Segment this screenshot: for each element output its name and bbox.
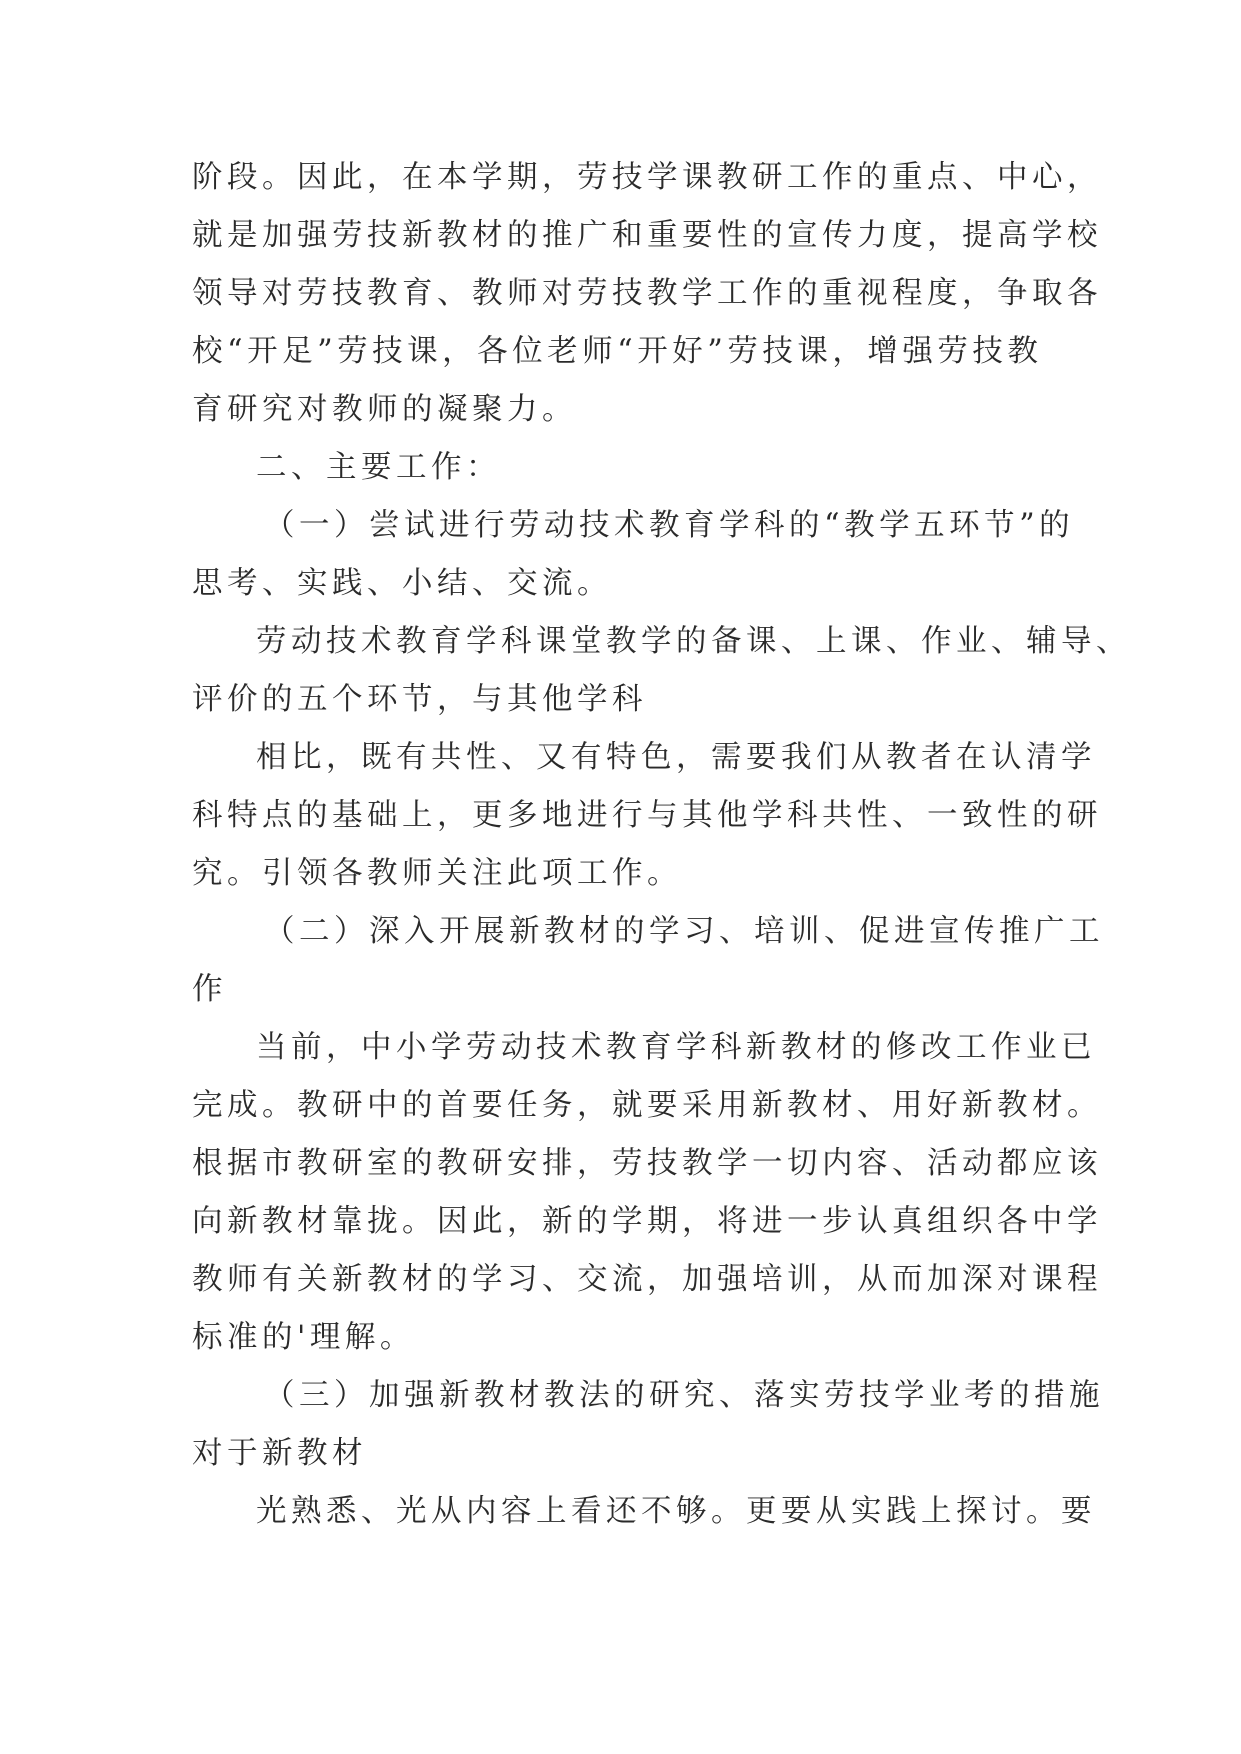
paragraph-line: 育研究对教师的凝聚力。 (192, 392, 577, 427)
paragraph-line: 阶段。因此，在本学期，劳技学课教研工作的重点、中心， (192, 160, 1102, 195)
paragraph-line: 评价的五个环节，与其他学科 (192, 682, 647, 717)
paragraph-line: 完成。教研中的首要任务，就要采用新教材、用好新教材。 (192, 1088, 1102, 1123)
paragraph-line: 标准的'理解。 (192, 1320, 415, 1355)
paragraph-line: 思考、实践、小结、交流。 (192, 566, 612, 601)
paragraph-line: 作 (192, 972, 227, 1007)
subsection-heading: （二）深入开展新教材的学习、培训、促进宣传推广工 (264, 914, 1104, 949)
paragraph-line: 劳动技术教育学科课堂教学的备课、上课、作业、辅导、 (256, 624, 1131, 659)
paragraph-line: 当前，中小学劳动技术教育学科新教材的修改工作业已 (256, 1030, 1096, 1065)
paragraph-line: 根据市教研室的教研安排，劳技教学一切内容、活动都应该 (192, 1146, 1102, 1181)
paragraph-line: 向新教材靠拢。因此，新的学期，将进一步认真组织各中学 (192, 1204, 1102, 1239)
subsection-heading: （一）尝试进行劳动技术教育学科的“教学五环节”的 (264, 508, 1075, 543)
paragraph-line: 就是加强劳技新教材的推广和重要性的宣传力度，提高学校 (192, 218, 1102, 253)
paragraph-line: 科特点的基础上，更多地进行与其他学科共性、一致性的研 (192, 798, 1102, 833)
section-heading: 二、主要工作： (256, 450, 501, 485)
paragraph-line: 究。引领各教师关注此项工作。 (192, 856, 682, 891)
paragraph-line: 领导对劳技教育、教师对劳技教学工作的重视程度，争取各 (192, 276, 1102, 311)
paragraph-line: 相比，既有共性、又有特色，需要我们从教者在认清学 (256, 740, 1096, 775)
paragraph-line: 对于新教材 (192, 1436, 367, 1471)
paragraph-line: 教师有关新教材的学习、交流，加强培训，从而加深对课程 (192, 1262, 1102, 1297)
subsection-heading: （三）加强新教材教法的研究、落实劳技学业考的措施 (264, 1378, 1104, 1413)
paragraph-line: 光熟悉、光从内容上看还不够。更要从实践上探讨。要 (256, 1494, 1096, 1529)
paragraph-line: 校“开足”劳技课，各位老师“开好”劳技课，增强劳技教 (192, 334, 1043, 369)
